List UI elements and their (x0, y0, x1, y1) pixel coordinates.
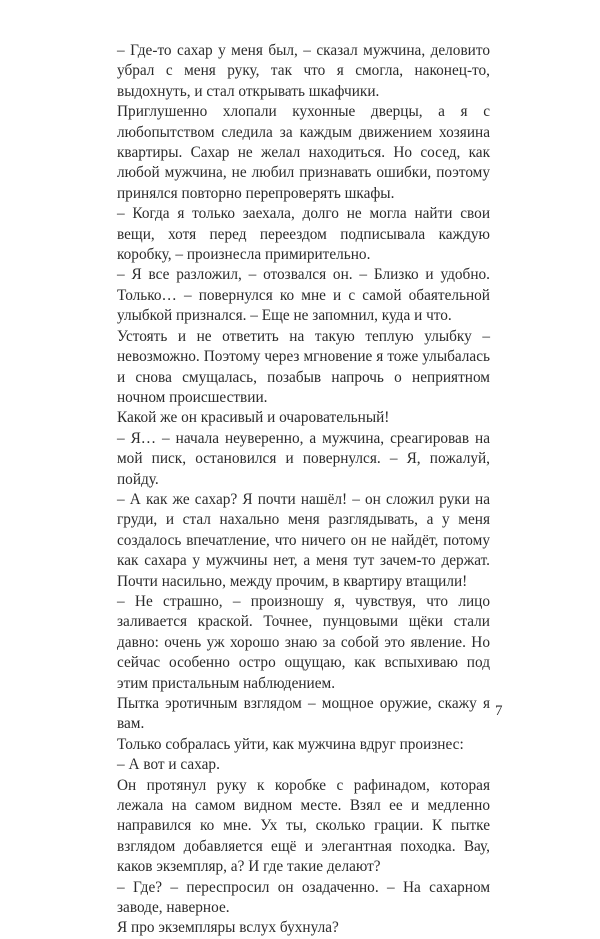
paragraph-9: – Не страшно, – произношу я, чувствуя, что лицо заливается краской. Точнее, пунцовыми щёки стали давно: очень уж хорошо знаю за собой это явление. Но сейчас особенно остро ощущаю, как вспыхиваю под этим пристальным наблюдением. (117, 592, 490, 692)
paragraph-7: – Я… – начала неуверенно, а мужчина, среагировав на мой писк, остановился и повернулся. – Я, пожалуй, пойду. (117, 429, 490, 488)
paragraph-10: Пытка эротичным взглядом – мощное оружие, скажу я вам. (117, 695, 490, 733)
paragraph-5: Устоять и не ответить на такую теплую улыбку – невозможно. Поэтому через мгновение я тоже улыбалась и снова смущалась, позабыв напрочь о неприятном ночном происшествии. (117, 327, 490, 406)
paragraph-3: – Когда я только заехала, долго не могла найти свои вещи, хотя перед переездом подписывала каждую коробку, – произнесла примирительно. (117, 205, 490, 264)
paragraph-4: – Я все разложил, – отозвался он. – Близко и удобно. Только… – повернулся ко мне и с самой обаятельной улыбкой признался. – Еще не запомнил, куда и что. (117, 266, 490, 325)
paragraph-1: – Где-то сахар у меня был, – сказал мужчина, деловито убрал с меня руку, так что я смогла, наконец-то, выдохнуть, и стал открывать шкафчики. (117, 42, 490, 100)
paragraph-13: Он протянул руку к коробке с рафинадом, которая лежала на самом видном месте. Взял ее и медленно направился ко мне. Ух ты, сколько грации. К пытке взглядом добавляется ещё и элегантная походка. Вау, каков экземпляр, а? И где такие делают? (117, 776, 490, 876)
paragraph-8: – А как же сахар? Я почти нашёл! – он сложил руки на груди, и стал нахально меня разглядывать, а у меня создалось впечатление, что ничего он не найдёт, потому как сахара у мужчины нет, а меня тут зачем-то держат. Почти насильно, между прочим, в квартиру втащили! (117, 490, 490, 590)
paragraph-15: Я про экземпляры вслух бухнула? (117, 919, 339, 937)
body-text (117, 41, 490, 939)
paragraph-14: – Где? – переспросил он озадаченно. – На сахарном заводе, наверное. (117, 878, 490, 917)
paragraph-12: – А вот и сахар. (117, 756, 220, 774)
paragraph-2: Приглушенно хлопали кухонные дверцы, а я с любопытством следила за каждым движением хозяина квартиры. Сахар не желал находиться. Но сосед, как любой мужчина, не любил признавать ошибки, поэтому принялся повторно перепроверять шкафы. (117, 103, 490, 202)
page-number: 7 (495, 703, 503, 719)
paragraph-6: Какой же он красивый и очаровательный! (117, 409, 390, 427)
paragraph-11: Только собралась уйти, как мужчина вдруг произнес: (117, 735, 464, 753)
